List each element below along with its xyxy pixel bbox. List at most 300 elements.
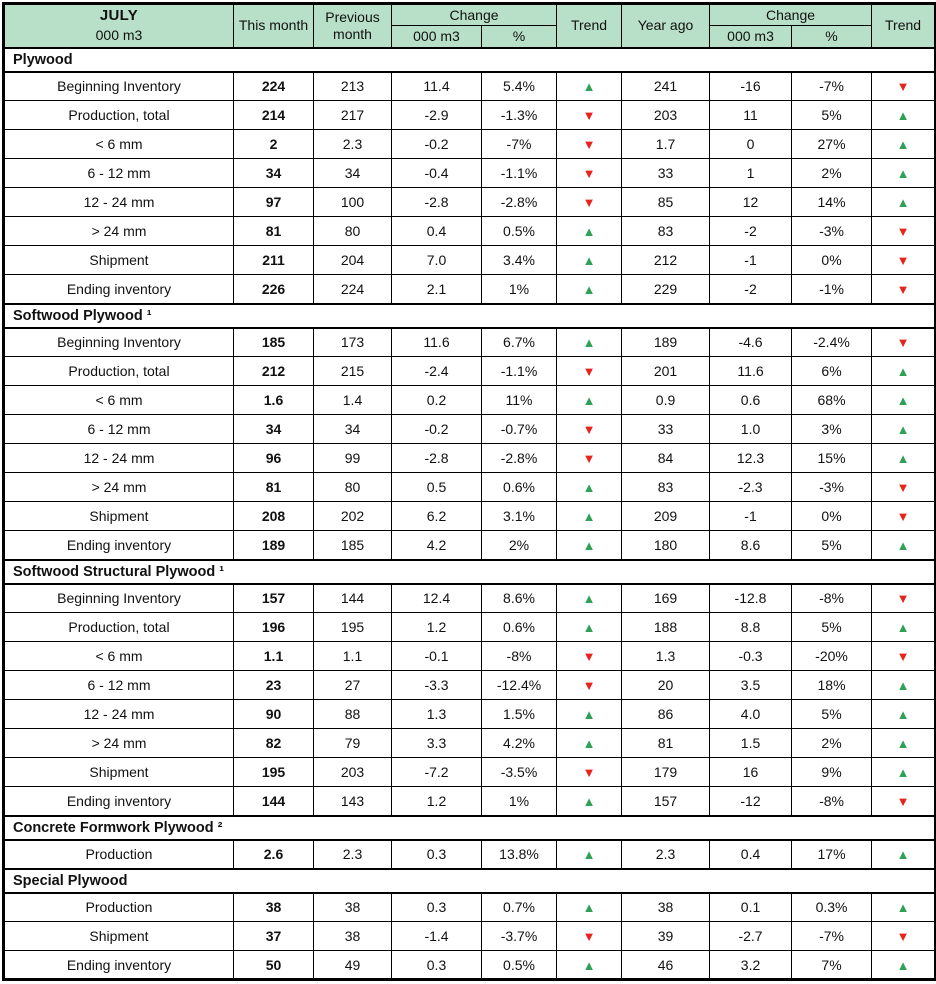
cell-year-ago: 83 [622,217,710,246]
cell-trend [557,951,622,980]
cell-change: 0.2 [392,386,482,415]
cell-year-change-pct: 14% [792,188,872,217]
cell-this-month: 208 [234,502,314,531]
row-label: Shipment [4,502,234,531]
cell-year-change: 1.5 [710,729,792,758]
cell-year-trend [872,531,936,560]
trend-up-icon: ▲ [582,591,596,607]
cell-change-pct: -12.4% [482,671,557,700]
row-label: Shipment [4,246,234,275]
cell-change-pct: 0.6% [482,613,557,642]
cell-change-pct: -3.5% [482,758,557,787]
table-row [4,246,936,275]
cell-previous-month: 2.3 [314,840,392,869]
cell-year-trend [872,246,936,275]
header-year-ago: Year ago [622,4,710,48]
section-row [4,48,936,72]
cell-year-ago: 157 [622,787,710,816]
trend-down-icon: ▼ [582,765,596,780]
cell-this-month: 2 [234,130,314,159]
cell-year-ago: 46 [622,951,710,980]
cell-year-change-pct: 5% [792,531,872,560]
cell-this-month: 214 [234,101,314,130]
cell-year-change-pct: 5% [792,700,872,729]
cell-year-change: -12 [710,787,792,816]
cell-year-change: 4.0 [710,700,792,729]
row-label: < 6 mm [4,642,234,671]
cell-previous-month: 2.3 [314,130,392,159]
row-label: < 6 mm [4,130,234,159]
cell-change-pct: -7% [482,130,557,159]
table-row [4,642,936,671]
trend-down-icon: ▼ [582,195,596,210]
cell-this-month: 23 [234,671,314,700]
cell-previous-month: 203 [314,758,392,787]
cell-year-change-pct: -1% [792,275,872,304]
cell-change: -0.2 [392,130,482,159]
cell-year-change-pct: -3% [792,217,872,246]
cell-year-ago: 0.9 [622,386,710,415]
cell-year-trend [872,729,936,758]
section-row [4,816,936,840]
cell-year-trend [872,473,936,502]
cell-year-change-pct: -7% [792,72,872,101]
row-label: 6 - 12 mm [4,415,234,444]
cell-year-change: 1.0 [710,415,792,444]
cell-change: 0.3 [392,951,482,980]
trend-up-icon: ▲ [896,707,910,722]
cell-this-month: 90 [234,700,314,729]
cell-year-ago: 241 [622,72,710,101]
table-row [4,671,936,700]
cell-year-change: -1 [710,502,792,531]
cell-trend [557,893,622,922]
cell-year-change-pct: 15% [792,444,872,473]
cell-change-pct: 5.4% [482,72,557,101]
cell-trend [557,642,622,671]
cell-year-ago: 39 [622,922,710,951]
row-label: Production, total [4,101,234,130]
cell-year-ago: 86 [622,700,710,729]
cell-year-trend [872,787,936,816]
cell-trend [557,101,622,130]
cell-year-ago: 83 [622,473,710,502]
trend-up-icon: ▲ [582,224,596,239]
cell-year-trend [872,328,936,357]
trend-down-icon: ▼ [896,79,910,95]
cell-trend [557,758,622,787]
row-label: Production, total [4,357,234,386]
cell-year-trend [872,357,936,386]
cell-trend [557,473,622,502]
cell-previous-month: 185 [314,531,392,560]
cell-this-month: 82 [234,729,314,758]
cell-previous-month: 27 [314,671,392,700]
trend-up-icon: ▲ [582,335,596,351]
cell-change: -2.9 [392,101,482,130]
cell-year-ago: 169 [622,584,710,613]
cell-year-ago: 1.3 [622,642,710,671]
table-row [4,840,936,869]
row-label: Production [4,893,234,922]
trend-down-icon: ▼ [582,451,596,466]
trend-up-icon: ▲ [582,957,596,973]
cell-trend [557,729,622,758]
plywood-statistics-table [2,2,936,981]
cell-this-month: 211 [234,246,314,275]
table-body [4,48,936,980]
section-row [4,304,936,328]
cell-year-ago: 212 [622,246,710,275]
cell-year-ago: 203 [622,101,710,130]
cell-year-trend [872,893,936,922]
cell-year-ago: 188 [622,613,710,642]
cell-change-pct: -1.1% [482,159,557,188]
row-label: > 24 mm [4,473,234,502]
cell-year-change-pct: -8% [792,584,872,613]
cell-this-month: 189 [234,531,314,560]
cell-trend [557,415,622,444]
trend-up-icon: ▲ [582,79,596,95]
cell-year-change-pct: 2% [792,159,872,188]
cell-change-pct: 0.7% [482,893,557,922]
trend-up-icon: ▲ [896,620,910,635]
cell-year-ago: 201 [622,357,710,386]
trend-up-icon: ▲ [582,793,596,809]
trend-up-icon: ▲ [582,253,596,268]
cell-year-ago: 20 [622,671,710,700]
row-label: Ending inventory [4,951,234,980]
cell-change-pct: 11% [482,386,557,415]
cell-year-change: -16 [710,72,792,101]
trend-down-icon: ▼ [896,929,910,944]
cell-year-trend [872,101,936,130]
cell-change: 1.2 [392,613,482,642]
cell-year-change: -2 [710,275,792,304]
trend-down-icon: ▼ [896,224,910,239]
cell-year-change-pct: -7% [792,922,872,951]
cell-previous-month: 143 [314,787,392,816]
table-row [4,893,936,922]
section-title: Concrete Formwork Plywood ² [4,816,936,840]
trend-up-icon: ▲ [896,678,910,693]
cell-previous-month: 34 [314,415,392,444]
table-unit: 000 m3 [95,27,143,44]
cell-change: -2.8 [392,444,482,473]
cell-year-change-pct: 0.3% [792,893,872,922]
cell-change: -2.4 [392,357,482,386]
cell-year-change: -2.7 [710,922,792,951]
cell-this-month: 38 [234,893,314,922]
section-row [4,869,936,893]
cell-this-month: 196 [234,613,314,642]
cell-year-change-pct: 6% [792,357,872,386]
cell-change-pct: 1% [482,787,557,816]
table-row [4,386,936,415]
table-header [4,4,936,48]
trend-down-icon: ▼ [582,137,596,152]
cell-year-ago: 180 [622,531,710,560]
cell-change-pct: -8% [482,642,557,671]
cell-year-ago: 2.3 [622,840,710,869]
header-change2-group: Change [710,4,872,26]
cell-change-pct: 4.2% [482,729,557,758]
cell-trend [557,188,622,217]
header-trend: Trend [557,4,622,48]
cell-year-change-pct: 9% [792,758,872,787]
cell-change-pct: 13.8% [482,840,557,869]
cell-change-pct: -3.7% [482,922,557,951]
trend-down-icon: ▼ [896,509,910,524]
trend-up-icon: ▲ [896,393,910,408]
cell-trend [557,840,622,869]
cell-change-pct: 1% [482,275,557,304]
header-change-group: Change [392,4,557,26]
cell-this-month: 97 [234,188,314,217]
trend-up-icon: ▲ [896,736,910,751]
header-change2-pct: % [792,26,872,48]
cell-year-trend [872,415,936,444]
cell-change-pct: 1.5% [482,700,557,729]
cell-change: 12.4 [392,584,482,613]
cell-previous-month: 195 [314,613,392,642]
cell-trend [557,357,622,386]
cell-year-trend [872,386,936,415]
section-title: Softwood Structural Plywood ¹ [4,560,936,584]
cell-previous-month: 49 [314,951,392,980]
table-row [4,217,936,246]
row-label: Production [4,840,234,869]
cell-year-change-pct: 68% [792,386,872,415]
trend-down-icon: ▼ [582,364,596,379]
cell-year-change-pct: 18% [792,671,872,700]
cell-year-change-pct: -20% [792,642,872,671]
cell-year-change: 0 [710,130,792,159]
trend-up-icon: ▲ [896,422,910,437]
cell-year-trend [872,951,936,980]
trend-down-icon: ▼ [896,591,910,607]
cell-trend [557,386,622,415]
cell-trend [557,275,622,304]
cell-year-ago: 84 [622,444,710,473]
cell-this-month: 81 [234,217,314,246]
header-previous-month: Previous month [314,4,392,48]
trend-down-icon: ▼ [582,166,596,181]
cell-previous-month: 173 [314,328,392,357]
table-row [4,584,936,613]
cell-change-pct: 0.5% [482,951,557,980]
cell-year-trend [872,217,936,246]
cell-change: -1.4 [392,922,482,951]
table-row [4,328,936,357]
cell-change: -7.2 [392,758,482,787]
header-this-month: This month [234,4,314,48]
cell-year-change: 11.6 [710,357,792,386]
cell-year-ago: 209 [622,502,710,531]
cell-change-pct: -2.8% [482,444,557,473]
cell-this-month: 157 [234,584,314,613]
cell-year-trend [872,613,936,642]
trend-up-icon: ▲ [582,900,596,916]
trend-down-icon: ▼ [896,793,910,809]
cell-trend [557,787,622,816]
table-row [4,415,936,444]
cell-year-change: 3.5 [710,671,792,700]
cell-year-trend [872,642,936,671]
table-row [4,700,936,729]
trend-up-icon: ▲ [896,137,910,152]
cell-year-change-pct: 5% [792,613,872,642]
trend-down-icon: ▼ [896,281,910,297]
table-row [4,502,936,531]
cell-previous-month: 204 [314,246,392,275]
section-title: Softwood Plywood ¹ [4,304,936,328]
cell-change-pct: -2.8% [482,188,557,217]
cell-previous-month: 1.4 [314,386,392,415]
cell-this-month: 226 [234,275,314,304]
cell-this-month: 50 [234,951,314,980]
row-label: Shipment [4,758,234,787]
trend-up-icon: ▲ [896,537,910,553]
cell-year-trend [872,159,936,188]
cell-trend [557,246,622,275]
cell-this-month: 81 [234,473,314,502]
cell-change: 7.0 [392,246,482,275]
cell-year-change-pct: 5% [792,101,872,130]
cell-previous-month: 99 [314,444,392,473]
trend-up-icon: ▲ [896,765,910,780]
cell-year-change: 12.3 [710,444,792,473]
table-row [4,72,936,101]
cell-previous-month: 144 [314,584,392,613]
cell-year-change-pct: 2% [792,729,872,758]
cell-trend [557,584,622,613]
cell-this-month: 212 [234,357,314,386]
trend-down-icon: ▼ [582,422,596,437]
cell-change: 3.3 [392,729,482,758]
cell-change: -0.2 [392,415,482,444]
cell-this-month: 1.6 [234,386,314,415]
cell-year-trend [872,502,936,531]
cell-year-change: 12 [710,188,792,217]
cell-year-ago: 229 [622,275,710,304]
cell-this-month: 195 [234,758,314,787]
cell-year-change-pct: 0% [792,246,872,275]
cell-change: 1.2 [392,787,482,816]
cell-year-change: 16 [710,758,792,787]
cell-year-change-pct: 27% [792,130,872,159]
trend-down-icon: ▼ [896,253,910,268]
cell-previous-month: 38 [314,893,392,922]
cell-change: 2.1 [392,275,482,304]
cell-previous-month: 80 [314,217,392,246]
cell-trend [557,130,622,159]
row-label: < 6 mm [4,386,234,415]
cell-this-month: 144 [234,787,314,816]
cell-trend [557,671,622,700]
cell-trend [557,613,622,642]
cell-year-change: 0.6 [710,386,792,415]
table-row [4,159,936,188]
cell-year-trend [872,758,936,787]
cell-year-change: -12.8 [710,584,792,613]
cell-previous-month: 224 [314,275,392,304]
cell-this-month: 34 [234,159,314,188]
cell-trend [557,328,622,357]
trend-down-icon: ▼ [896,480,910,495]
cell-change-pct: -1.3% [482,101,557,130]
table-row [4,275,936,304]
cell-year-trend [872,275,936,304]
trend-down-icon: ▼ [896,649,910,664]
cell-change: 0.3 [392,840,482,869]
row-label: Ending inventory [4,275,234,304]
row-label: Beginning Inventory [4,328,234,357]
trend-up-icon: ▲ [896,166,910,181]
cell-year-change: 1 [710,159,792,188]
cell-trend [557,502,622,531]
cell-year-change: -0.3 [710,642,792,671]
trend-down-icon: ▼ [582,649,596,664]
cell-change: 4.2 [392,531,482,560]
cell-change-pct: -1.1% [482,357,557,386]
section-title: Plywood [4,48,936,72]
cell-change-pct: 3.4% [482,246,557,275]
cell-previous-month: 80 [314,473,392,502]
cell-this-month: 185 [234,328,314,357]
cell-change-pct: 8.6% [482,584,557,613]
cell-previous-month: 79 [314,729,392,758]
cell-previous-month: 34 [314,159,392,188]
cell-year-trend [872,584,936,613]
cell-change: 0.4 [392,217,482,246]
trend-up-icon: ▲ [582,537,596,553]
cell-year-change-pct: 7% [792,951,872,980]
cell-this-month: 37 [234,922,314,951]
table-row [4,613,936,642]
trend-up-icon: ▲ [582,281,596,297]
trend-up-icon: ▲ [896,900,910,916]
cell-change-pct: 3.1% [482,502,557,531]
table-row [4,473,936,502]
trend-up-icon: ▲ [582,847,596,862]
row-label: Beginning Inventory [4,584,234,613]
table-row [4,787,936,816]
cell-year-trend [872,922,936,951]
cell-year-trend [872,444,936,473]
cell-change: 0.5 [392,473,482,502]
row-label: > 24 mm [4,217,234,246]
cell-year-change: -2 [710,217,792,246]
cell-previous-month: 100 [314,188,392,217]
cell-year-trend [872,72,936,101]
row-label: Production, total [4,613,234,642]
cell-change: 6.2 [392,502,482,531]
row-label: 12 - 24 mm [4,444,234,473]
trend-down-icon: ▼ [896,335,910,351]
trend-up-icon: ▲ [896,195,910,210]
trend-up-icon: ▲ [582,707,596,722]
header-title-cell [4,4,234,48]
table-row [4,729,936,758]
cell-year-change: 0.1 [710,893,792,922]
table-row [4,101,936,130]
cell-year-change-pct: 3% [792,415,872,444]
cell-trend [557,72,622,101]
row-label: Shipment [4,922,234,951]
cell-year-ago: 85 [622,188,710,217]
cell-year-change-pct: -3% [792,473,872,502]
